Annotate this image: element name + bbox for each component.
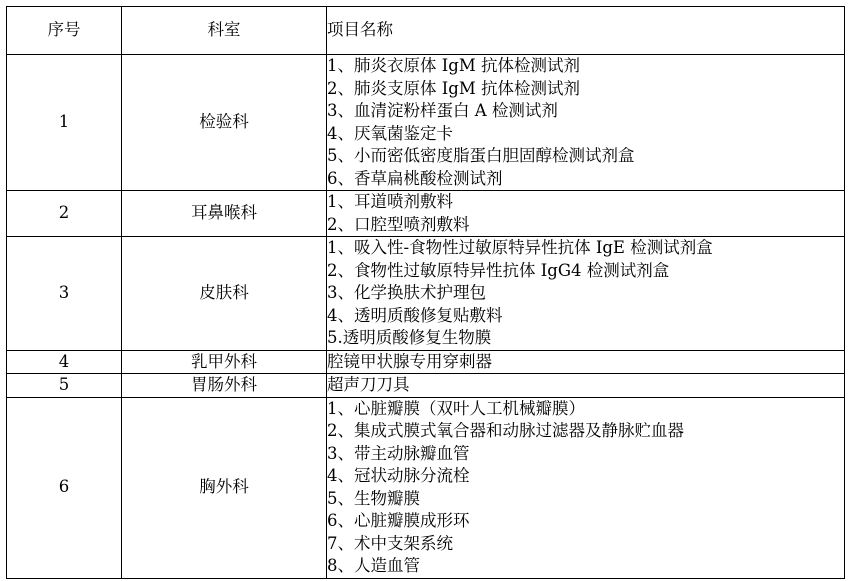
project-item: 5、小而密低密度脂蛋白胆固醇检测试剂盒	[327, 146, 635, 165]
department-cell: 皮肤科	[122, 237, 327, 351]
project-items-cell	[327, 237, 845, 351]
project-items-cell	[327, 350, 845, 374]
project-item: 5、生物瓣膜	[327, 488, 420, 508]
table-row	[7, 374, 845, 398]
project-item: 2、集成式膜式氧合器和动脉过滤器及静脉贮血器	[327, 421, 684, 440]
project-item: 4、透明质酸修复贴敷料	[327, 305, 503, 325]
department-cell: 胸外科	[122, 397, 327, 578]
project-item: 腔镜甲状腺专用穿刺器	[327, 351, 492, 371]
header-serial-number: 序号	[7, 7, 122, 55]
department-cell: 检验科	[122, 55, 327, 191]
serial-number-cell: 1	[7, 55, 122, 191]
table-row	[7, 237, 845, 351]
table-row	[7, 397, 845, 578]
project-item: 2、肺炎支原体 IgM 抗体检测试剂	[327, 78, 580, 98]
project-table	[6, 6, 845, 579]
serial-number-cell: 5	[7, 374, 122, 398]
serial-number-cell: 6	[7, 397, 122, 578]
table-header-row	[7, 7, 845, 55]
table-row	[7, 350, 845, 374]
table-row	[7, 191, 845, 237]
project-item: 3、化学换肤术护理包	[327, 283, 486, 302]
project-items-cell	[327, 374, 845, 398]
project-item: 1、吸入性-食物性过敏原特异性抗体 IgE 检测试剂盒	[327, 238, 713, 257]
project-items-cell	[327, 191, 845, 237]
project-item: 3、带主动脉瓣血管	[327, 443, 470, 463]
project-items-cell	[327, 397, 845, 578]
project-item: 超声刀刀具	[327, 375, 410, 394]
project-item: 7、术中支架系统	[327, 533, 453, 553]
serial-number-cell: 4	[7, 350, 122, 374]
project-item: 8、人造血管	[327, 556, 420, 575]
department-cell: 胃肠外科	[122, 374, 327, 398]
project-item: 2、食物性过敏原特异性抗体 IgG4 检测试剂盒	[327, 260, 670, 280]
table-row	[7, 55, 845, 191]
project-item: 6、香草扁桃酸检测试剂	[327, 168, 503, 188]
project-items-cell	[327, 55, 845, 191]
project-item: 1、耳道喷剂敷料	[327, 192, 453, 211]
department-cell: 耳鼻喉科	[122, 191, 327, 237]
header-project-name: 项目名称	[327, 7, 845, 55]
project-item: 1、肺炎衣原体 IgM 抗体检测试剂	[327, 56, 580, 75]
header-department: 科室	[122, 7, 327, 55]
project-item: 4、冠状动脉分流栓	[327, 466, 470, 485]
project-item: 3、血清淀粉样蛋白 A 检测试剂	[327, 101, 558, 120]
project-item: 4、厌氧菌鉴定卡	[327, 123, 453, 143]
serial-number-cell: 3	[7, 237, 122, 351]
serial-number-cell: 2	[7, 191, 122, 237]
department-cell: 乳甲外科	[122, 350, 327, 374]
table-body	[7, 55, 845, 579]
project-item: 1、心脏瓣膜（双叶人工机械瓣膜）	[327, 398, 585, 418]
project-item: 6、心脏瓣膜成形环	[327, 511, 470, 530]
project-item: 2、口腔型喷剂敷料	[327, 214, 470, 234]
project-item: 5.透明质酸修复生物膜	[327, 328, 492, 347]
